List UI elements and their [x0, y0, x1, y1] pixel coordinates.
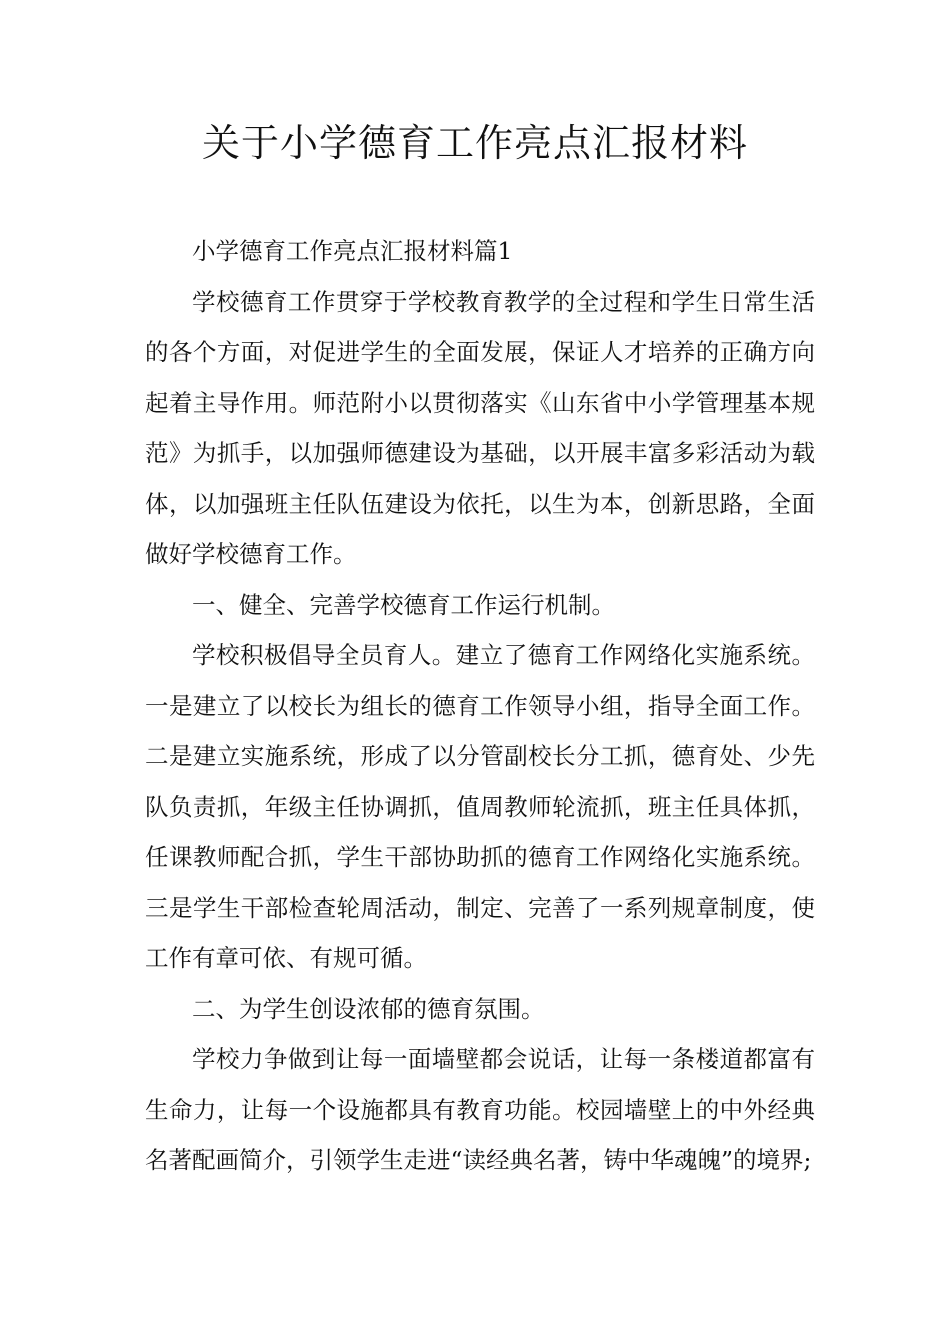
section-heading: 一、健全、完善学校德育工作运行机制。 [192, 590, 615, 619]
document-title: 关于小学德育工作亮点汇报材料 [201, 121, 748, 165]
section-heading: 小学德育工作亮点汇报材料篇1 [192, 237, 513, 265]
body-paragraph: 学校力争做到让每一面墙壁都会说话，让每一条楼道都富有生命力，让每一个设施都具有教育功能。校园墙壁上的中外经典名著配画简介，引领学生走进“读经典名著，铸中华魂魄”的境界; [145, 1045, 815, 1174]
body-paragraph: 学校积极倡导全员育人。建立了德育工作网络化实施系统。一是建立了以校长为组长的德育工作领导小组，指导全面工作。二是建立实施系统，形成了以分管副校长分工抓，德育处、少先队负责抓，年级主任协调抓，值周教师轮流抓，班主任具体抓，任课教师配合抓，学生干部协助抓的德育工作网络化实施系统。三是学生干部检查轮周活动，制定、完善了一系列规章制度，使工作有章可依、有规可循。 [145, 641, 815, 972]
body-paragraph: 学校德育工作贯穿于学校教育教学的全过程和学生日常生活的各个方面，对促进学生的全面发展，保证人才培养的正确方向起着主导作用。师范附小以贯彻落实《山东省中小学管理基本规范》为抓手，以加强师德建设为基础，以开展丰富多彩活动为载体，以加强班主任队伍建设为依托，以生为本，创新思路，全面做好学校德育工作。 [145, 287, 815, 568]
document-body [145, 226, 815, 1186]
section-heading: 二、为学生创设浓郁的德育氛围。 [192, 994, 545, 1023]
